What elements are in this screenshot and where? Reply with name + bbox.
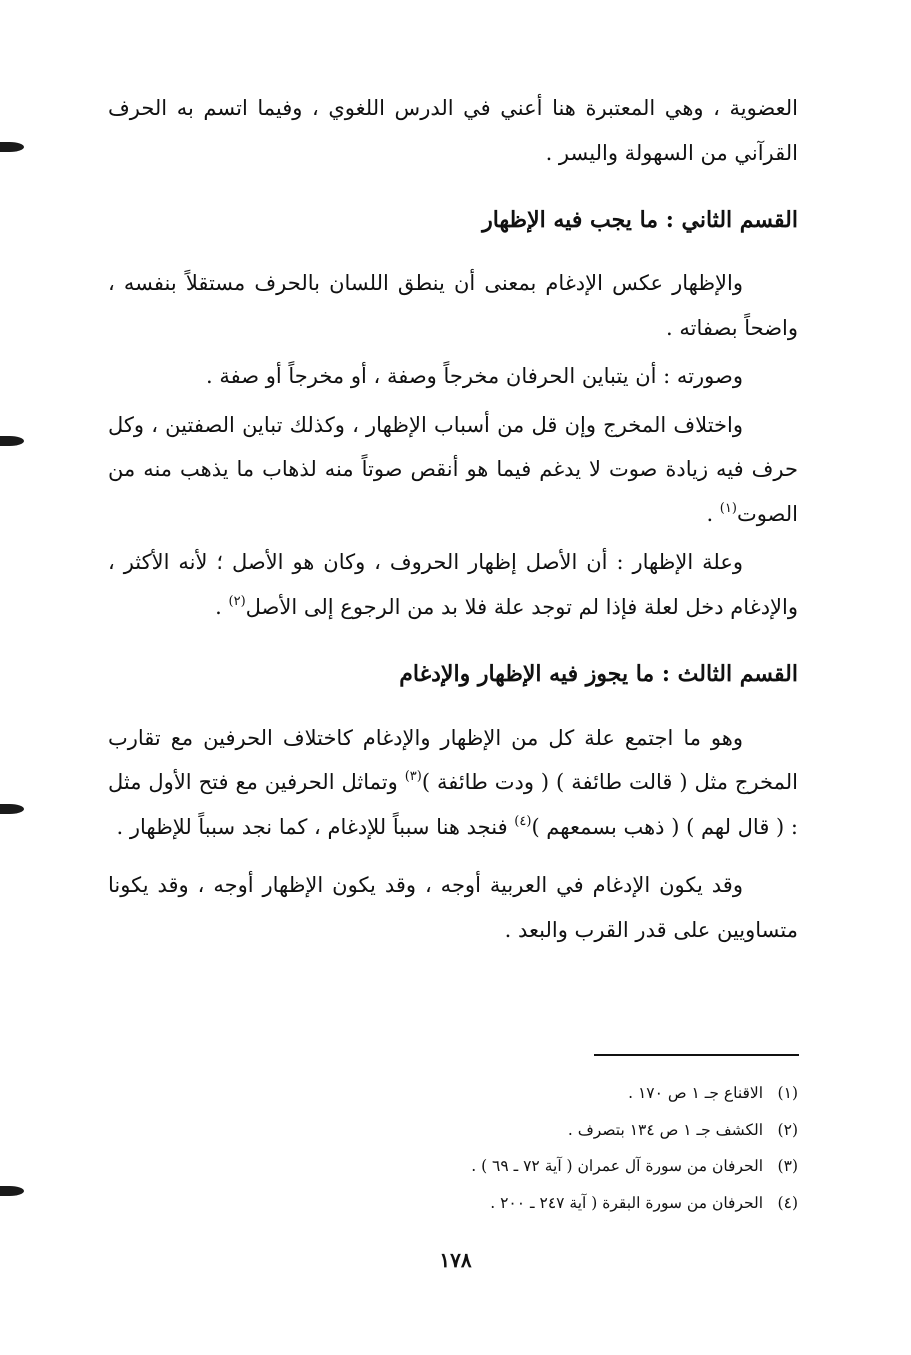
page-number: ١٧٨ [439, 1248, 472, 1272]
scan-edge-mark [0, 804, 24, 814]
text-segment: . [215, 594, 229, 619]
footnote-number: (٤) [777, 1193, 798, 1212]
page-body [108, 86, 798, 952]
text-segment: وتماثل الحرفين مع فتح الأول مثل : ( قال لهم ) ( ذهب بسمعهم ) [108, 770, 798, 839]
footnote-ref-2[interactable]: (٢) [228, 593, 246, 609]
footnote-ref-3[interactable]: (٣) [404, 769, 422, 784]
paragraph-izhar-causes [108, 403, 798, 537]
text-segment: فنجد هنا سبباً للإدغام ، كما نجد سبباً للإظهار . [116, 814, 515, 839]
footnote-text: الكشف جـ ١ ص ١٣٤ بتصرف . [567, 1120, 764, 1139]
footnote-item [108, 1148, 798, 1185]
footnote-divider [594, 1054, 799, 1056]
section-heading-third: القسم الثالث : ما يجوز فيه الإظهار والإدغام [399, 661, 798, 688]
footnote-item [108, 1075, 798, 1112]
text-segment: وهو ما اجتمع علة كل من الإظهار والإدغام كاختلاف الحرفين مع تقارب المخرج مثل ( قالت طائفة ) ( ودت طائفة ) [108, 725, 798, 794]
footnote-text: الحرفان من سورة البقرة ( آية ٢٤٧ ـ ٢٠٠ . [490, 1193, 764, 1212]
section-heading-second: القسم الثاني : ما يجب فيه الإظهار [482, 207, 798, 233]
text-segment: واختلاف المخرج وإن قل من أسباب الإظهار ، وكذلك تباين الصفتين ، وكل حرف فيه زيادة صوت لا يدغم فيما هو أنقص صوتاً منه لذهاب ما يذهب منه من الصوت [108, 412, 798, 526]
paragraph-preference: وقد يكون الإدغام في العربية أوجه ، وقد يكون الإظهار أوجه ، وقد يكونا متساويين على قدر القرب والبعد . [108, 873, 798, 942]
scan-edge-mark [0, 142, 24, 152]
footnote-item [108, 1185, 798, 1222]
scan-edge-mark [0, 1186, 24, 1196]
text-segment: . [706, 501, 720, 526]
text-segment: وعلة الإظهار : أن الأصل إظهار الحروف ، وكان هو الأصل ؛ لأنه الأكثر ، والإدغام دخل لعلة فإذا لم توجد علة فلا بد من الرجوع إلى الأصل [108, 550, 798, 619]
footnote-item [108, 1112, 798, 1149]
paragraph-izhar-form: وصورته : أن يتباين الحرفان مخرجاً وصفة ، أو مخرجاً أو صفة . [206, 364, 743, 389]
footnote-number: (٢) [777, 1120, 798, 1139]
footnote-ref-4[interactable]: (٤) [514, 813, 532, 829]
paragraph-intro-continuation: العضوية ، وهي المعتبرة هنا أعني في الدرس اللغوي ، وفيما اتسم به الحرف القرآني من السهولة واليسر . [108, 96, 798, 165]
footnote-number: (٣) [777, 1157, 798, 1175]
scan-edge-mark [0, 436, 24, 446]
footnote-text: الاقناع جـ ١ ص ١٧٠ . [628, 1084, 764, 1102]
footnote-text: الحرفان من سورة آل عمران ( آية ٧٢ ـ ٦٩ ) . [471, 1157, 764, 1175]
footnote-number: (١) [777, 1084, 798, 1102]
paragraph-izhar-reason [108, 540, 798, 629]
paragraph-izhar-definition: والإظهار عكس الإدغام بمعنى أن ينطق اللسان بالحرف مستقلاً بنفسه ، واضحاً بصفاته . [108, 271, 798, 340]
footnote-ref-1[interactable]: (١) [719, 500, 737, 516]
paragraph-permissible [108, 716, 798, 850]
footnotes-list [108, 1075, 798, 1221]
